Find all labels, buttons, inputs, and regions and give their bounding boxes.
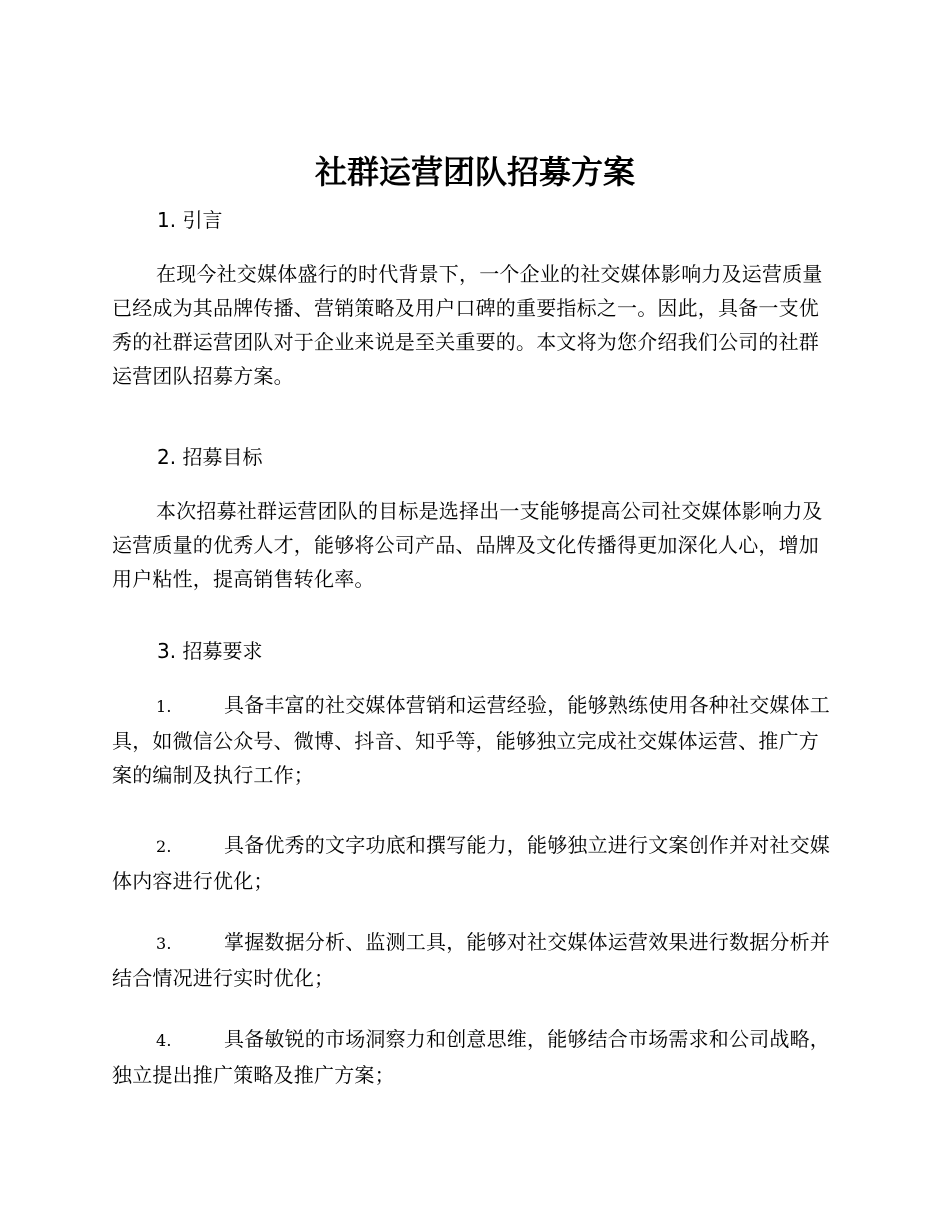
requirement-number: 3. [156, 934, 172, 953]
requirement-item-4 [112, 1022, 836, 1092]
requirement-item-1 [112, 688, 836, 792]
requirement-text: 具备敏锐的市场洞察力和创意思维，能够结合市场需求和公司战略，独立提出推广策略及推广方案； [112, 1027, 830, 1087]
requirement-text: 掌握数据分析、监测工具，能够对社交媒体运营效果进行数据分析并结合情况进行实时优化； [112, 930, 830, 990]
requirement-text: 具备优秀的文字功底和撰写能力，能够独立进行文案创作并对社交媒体内容进行优化； [112, 833, 830, 893]
section-paragraph-goal: 本次招募社群运营团队的目标是选择出一支能够提高公司社交媒体影响力及运营质量的优秀人才，能够将公司产品、品牌及文化传播得更加深化人心，增加用户粘性，提高销售转化率。 [112, 499, 823, 591]
section-heading-goal: 2. 招募目标 [157, 445, 263, 469]
document-title: 社群运营团队招募方案 [314, 153, 635, 191]
requirement-number: 1. [156, 697, 172, 716]
section-heading-requirements: 3. 招募要求 [157, 639, 263, 663]
requirement-item-2 [112, 828, 836, 898]
section-heading-intro: 1. 引言 [157, 208, 223, 232]
requirement-item-3 [112, 925, 836, 995]
requirement-text: 具备丰富的社交媒体营销和运营经验，能够熟练使用各种社交媒体工具，如微信公众号、微博、抖音、知乎等，能够独立完成社交媒体运营、推广方案的编制及执行工作； [112, 693, 830, 787]
requirement-number: 4. [156, 1031, 172, 1050]
section-paragraph-intro: 在现今社交媒体盛行的时代背景下，一个企业的社交媒体影响力及运营质量已经成为其品牌传播、营销策略及用户口碑的重要指标之一。因此，具备一支优秀的社群运营团队对于企业来说是至关重要的。本文将为您介绍我们公司的社群运营团队招募方案。 [112, 262, 823, 388]
requirement-number: 2. [156, 837, 172, 856]
